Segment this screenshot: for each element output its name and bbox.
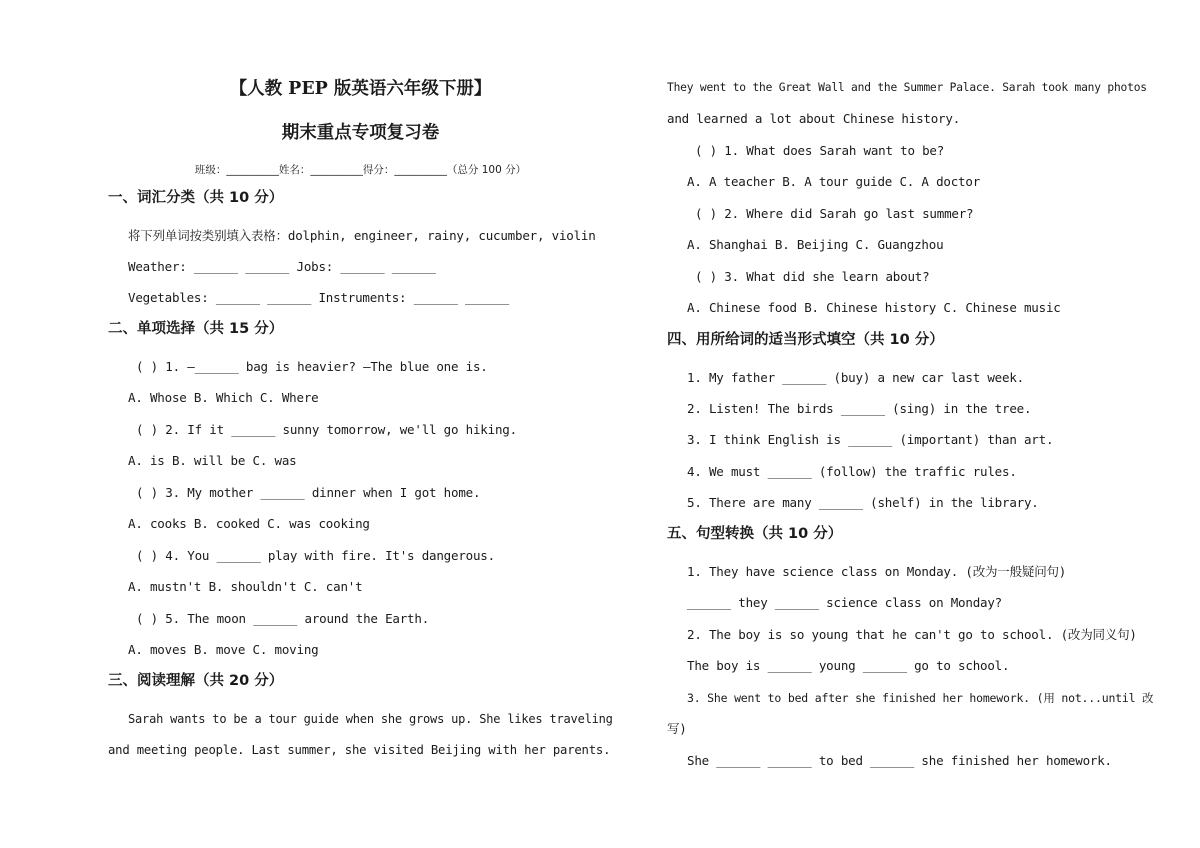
reading-question-3: ( ) 3. What did she learn about? — [695, 269, 930, 284]
choice-question-3: ( ) 3. My mother ______ dinner when I got home. — [136, 485, 481, 500]
reading-question-1: ( ) 1. What does Sarah want to be? — [695, 143, 945, 158]
word-form-question-4: 4. We must ______ (follow) the traffic rules. — [687, 464, 1017, 479]
transformation-question-1: 1. They have science class on Monday. (改为一般疑问句) — [687, 564, 1067, 579]
vocabulary-instruction: 将下列单词按类别填入表格：dolphin, engineer, rainy, cucumber, violin — [128, 228, 596, 243]
section-heading-word-forms: 四、用所给词的适当形式填空（共 10 分） — [667, 332, 944, 348]
page-subtitle: 期末重点专项复习卷 — [281, 123, 440, 143]
section-heading-multiple-choice: 二、单项选择（共 15 分） — [108, 321, 284, 337]
choice-options-3: A. cooks B. cooked C. was cooking — [128, 516, 370, 531]
reading-passage-line-3: They went to the Great Wall and the Summer Palace. Sarah took many photos — [667, 81, 1147, 94]
choice-options-1: A. Whose B. Which C. Where — [128, 390, 319, 405]
word-form-question-2: 2. Listen! The birds ______ (sing) in the tree. — [687, 401, 1032, 416]
choice-question-4: ( ) 4. You ______ play with fire. It's dangerous. — [136, 548, 495, 563]
reading-options-1: A. A teacher B. A tour guide C. A doctor — [687, 174, 981, 189]
section-heading-vocabulary: 一、词汇分类（共 10 分） — [108, 190, 284, 206]
vocabulary-row-weather-jobs: Weather: ______ ______ Jobs: ______ ______ — [128, 259, 436, 274]
transformation-answer-3: She ______ ______ to bed ______ she finished her homework. — [687, 753, 1112, 768]
transformation-question-3: 3. She went to bed after she finished her homework. (用 not...until 改 — [687, 691, 1154, 705]
reading-options-2: A. Shanghai B. Beijing C. Guangzhou — [687, 237, 944, 252]
transformation-answer-2: The boy is ______ young ______ go to school. — [687, 658, 1010, 673]
section-heading-sentence-transformation: 五、句型转换（共 10 分） — [667, 526, 843, 542]
choice-options-2: A. is B. will be C. was — [128, 453, 297, 468]
word-form-question-1: 1. My father ______ (buy) a new car last week. — [687, 370, 1024, 385]
choice-question-2: ( ) 2. If it ______ sunny tomorrow, we'll go hiking. — [136, 422, 517, 437]
transformation-question-3-continued: 写) — [667, 721, 687, 736]
word-form-question-5: 5. There are many ______ (shelf) in the library. — [687, 495, 1039, 510]
section-heading-reading: 三、阅读理解（共 20 分） — [108, 673, 284, 689]
reading-question-2: ( ) 2. Where did Sarah go last summer? — [695, 206, 974, 221]
reading-passage-line-2: and meeting people. Last summer, she visited Beijing with her parents. — [108, 743, 611, 757]
reading-passage-line-1: Sarah wants to be a tour guide when she grows up. She likes traveling — [128, 712, 613, 726]
transformation-question-2: 2. The boy is so young that he can't go to school. (改为同义句) — [687, 627, 1137, 642]
student-info-line: 班级：__________姓名：__________得分：__________（总分 100 分） — [194, 164, 527, 176]
choice-question-5: ( ) 5. The moon ______ around the Earth. — [136, 611, 430, 626]
vocabulary-row-vegetables-instruments: Vegetables: ______ ______ Instruments: ______ ______ — [128, 290, 509, 305]
page-title: 【人教 PEP 版英语六年级下册】 — [229, 79, 492, 99]
reading-passage-line-4: and learned a lot about Chinese history. — [667, 111, 961, 126]
choice-options-5: A. moves B. move C. moving — [128, 642, 319, 657]
choice-options-4: A. mustn't B. shouldn't C. can't — [128, 579, 363, 594]
reading-options-3: A. Chinese food B. Chinese history C. Chinese music — [687, 300, 1061, 315]
word-form-question-3: 3. I think English is ______ (important) than art. — [687, 432, 1054, 447]
choice-question-1: ( ) 1. —______ bag is heavier? —The blue one is. — [136, 359, 488, 374]
transformation-answer-1: ______ they ______ science class on Monday? — [687, 595, 1003, 610]
